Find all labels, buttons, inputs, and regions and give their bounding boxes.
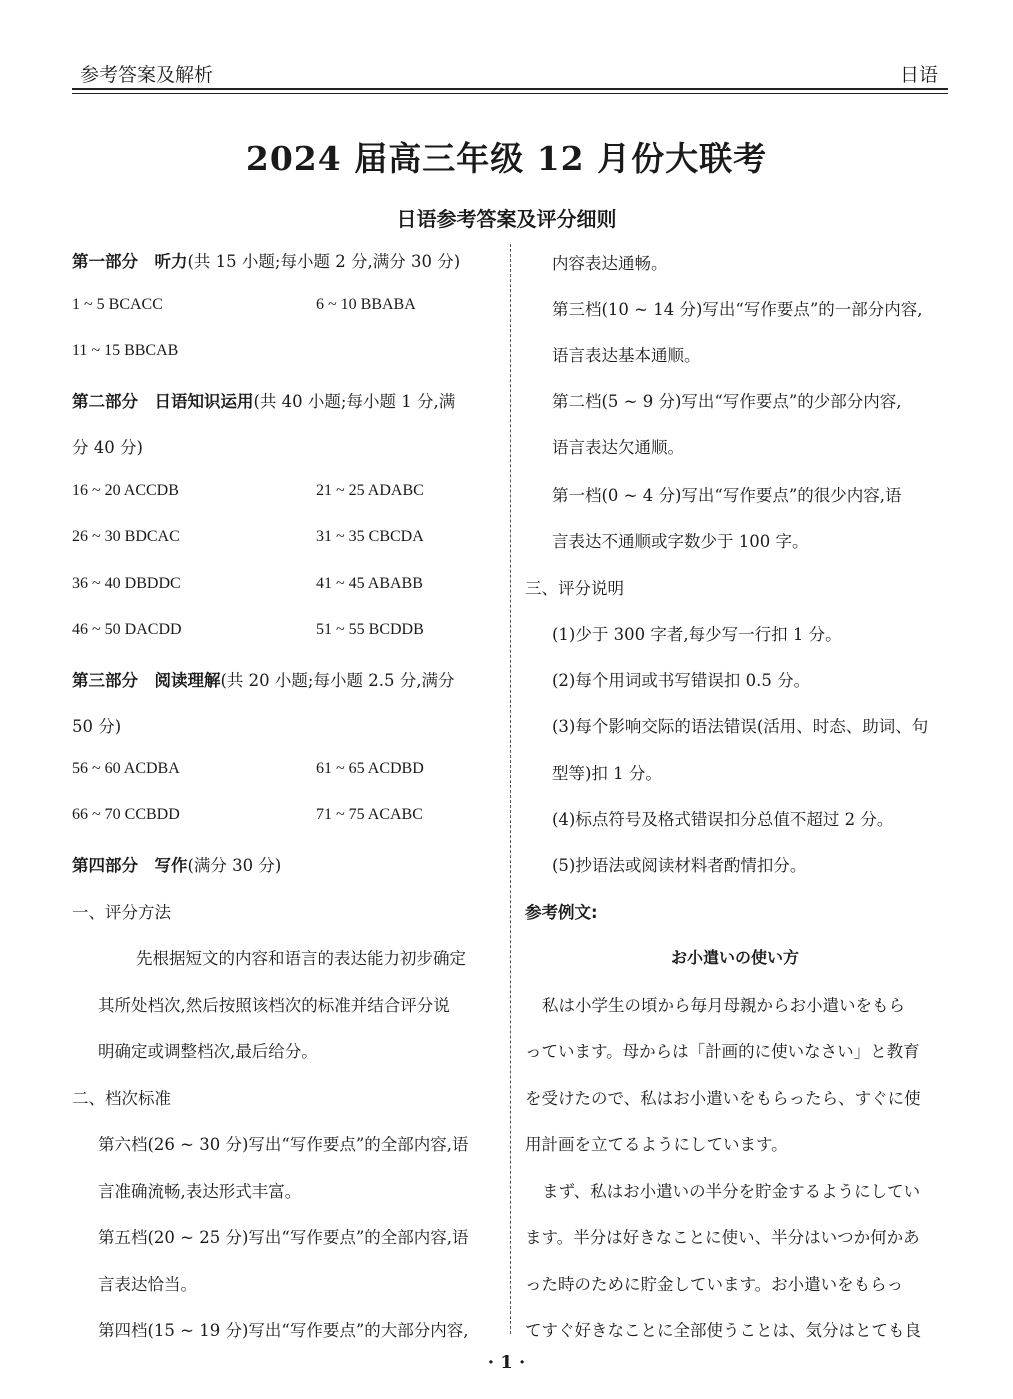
- header-rule-thin: [72, 93, 948, 94]
- grade-line: 第一档(0 ~ 4 分)写出“写作要点”的很少内容,语: [552, 486, 902, 505]
- page-number: · 1 ·: [487, 1352, 526, 1373]
- note-line: (1)少于 300 字者,每少写一行扣 1 分。: [552, 625, 842, 644]
- essay-title: お小遣いの使い方: [670, 948, 799, 967]
- part2-heading: [72, 388, 455, 412]
- answer-group: 66 ~ 70 CCBDD: [72, 806, 180, 823]
- answer-group: 41 ~ 45 ABABB: [316, 575, 423, 592]
- header-rule: [72, 88, 948, 90]
- essay-line: まず、私はお小遣いの半分を貯金するようにしてい: [542, 1182, 921, 1201]
- answer-group: 26 ~ 30 BDCAC: [72, 528, 180, 545]
- grade-line: 语言表达基本通顺。: [552, 346, 701, 365]
- method-heading: 一、评分方法: [72, 903, 171, 922]
- part2-note: (共 40 小题;每小题 1 分,满: [253, 392, 456, 411]
- header-left: 参考答案及解析: [80, 64, 214, 86]
- grade-line: 言准确流畅,表达形式丰富。: [98, 1182, 302, 1201]
- note-line: (5)抄语法或阅读材料者酌情扣分。: [552, 856, 807, 875]
- part3-title: 第三部分 阅读理解: [72, 671, 221, 690]
- grade-line: 内容表达通畅。: [552, 254, 668, 273]
- answer-group: 11 ~ 15 BBCAB: [72, 342, 179, 359]
- part3-heading: [72, 667, 454, 691]
- part4-note: (满分 30 分): [187, 856, 282, 875]
- part3-note-cont: 50 分): [72, 717, 122, 736]
- note-line: (4)标点符号及格式错误扣分总值不超过 2 分。: [552, 810, 894, 829]
- note-line: (2)每个用词或书写错误扣 0.5 分。: [552, 671, 811, 690]
- part1-note: (共 15 小题;每小题 2 分,满分 30 分): [187, 252, 461, 271]
- answer-group: 6 ~ 10 BBABA: [316, 296, 416, 313]
- part4-heading: [72, 852, 281, 876]
- essay-line: 私は小学生の頃から毎月母親からお小遣いをもら: [542, 996, 905, 1015]
- grade-heading: 二、档次标准: [72, 1089, 171, 1108]
- answer-group: 61 ~ 65 ACDBD: [316, 760, 424, 777]
- part2-note-cont: 分 40 分): [72, 438, 143, 457]
- grade-line: 语言表达欠通顺。: [552, 438, 684, 457]
- essay-line: った時のために貯金しています。お小遣いをもらっ: [525, 1275, 904, 1294]
- page-title: 2024 届高三年级 12 月份大联考: [245, 139, 768, 178]
- note-line: (3)每个影响交际的语法错误(活用、时态、助词、句: [552, 717, 929, 736]
- answer-group: 1 ~ 5 BCACC: [72, 296, 163, 313]
- grade-line: 第二档(5 ~ 9 分)写出“写作要点”的少部分内容,: [552, 392, 902, 411]
- grade-line: 第三档(10 ~ 14 分)写出“写作要点”的一部分内容,: [552, 300, 923, 319]
- part2-title: 第二部分 日语知识运用: [72, 392, 254, 411]
- answer-group: 31 ~ 35 CBCDA: [316, 528, 424, 545]
- part1-title: 第一部分 听力: [72, 252, 188, 271]
- essay-line: を受けたので、私はお小遣いをもらったら、すぐに使: [525, 1089, 921, 1108]
- answer-group: 46 ~ 50 DACDD: [72, 621, 182, 638]
- essay-line: 用計画を立てるようにしています。: [525, 1135, 788, 1154]
- answer-group: 16 ~ 20 ACCDB: [72, 482, 179, 499]
- grade-line: 第五档(20 ~ 25 分)写出“写作要点”的全部内容,语: [98, 1228, 469, 1247]
- grade-line: 言表达不通顺或字数少于 100 字。: [552, 532, 809, 551]
- answer-group: 21 ~ 25 ADABC: [316, 482, 424, 499]
- essay-line: っています。母からは「計画的に使いなさい」と教育: [525, 1042, 920, 1061]
- header-right: 日语: [899, 64, 938, 86]
- part4-title: 第四部分 写作: [72, 856, 188, 875]
- column-divider: [510, 244, 511, 1334]
- part3-note: (共 20 小题;每小题 2.5 分,满分: [220, 671, 455, 690]
- grade-line: 第六档(26 ~ 30 分)写出“写作要点”的全部内容,语: [98, 1135, 469, 1154]
- grade-line: 言表达恰当。: [98, 1275, 197, 1294]
- example-heading: 参考例文:: [525, 903, 598, 922]
- part1-heading: [72, 248, 460, 272]
- answer-group: 56 ~ 60 ACDBA: [72, 760, 180, 777]
- answer-group: 51 ~ 55 BCDDB: [316, 621, 424, 638]
- page-subtitle: 日语参考答案及评分细则: [396, 207, 617, 231]
- method-line: 先根据短文的内容和语言的表达能力初步确定: [136, 949, 466, 968]
- essay-line: ます。半分は好きなことに使い、半分はいつか何かあ: [525, 1228, 920, 1247]
- note-line: 型等)扣 1 分。: [552, 764, 662, 783]
- answer-group: 71 ~ 75 ACABC: [316, 806, 423, 823]
- grade-line: 第四档(15 ~ 19 分)写出“写作要点”的大部分内容,: [98, 1321, 469, 1340]
- method-line: 其所处档次,然后按照该档次的标准并结合评分说: [98, 996, 450, 1015]
- notes-heading: 三、评分说明: [525, 579, 624, 598]
- method-line: 明确定或调整档次,最后给分。: [98, 1042, 318, 1061]
- answer-group: 36 ~ 40 DBDDC: [72, 575, 181, 592]
- essay-line: てすぐ好きなことに全部使うことは、気分はとても良: [525, 1321, 921, 1340]
